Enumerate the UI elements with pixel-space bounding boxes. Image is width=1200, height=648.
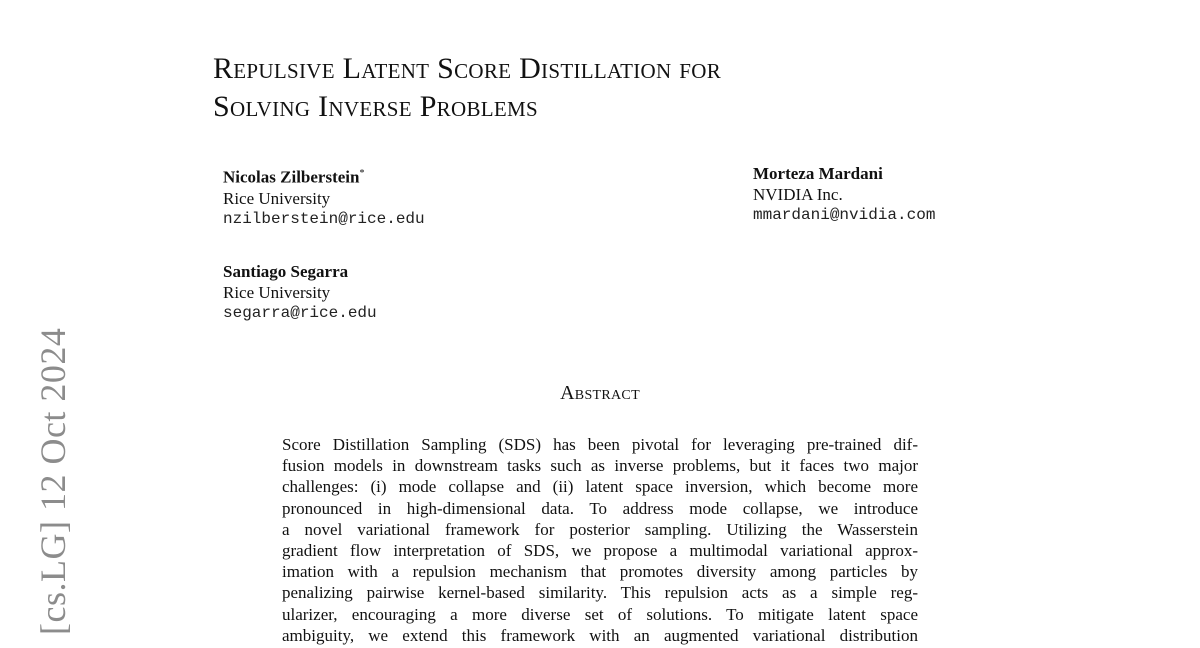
abstract-line: penalizing pairwise kernel-based similarity. This repulsion acts as a simple reg- xyxy=(282,583,918,603)
abstract-line: challenges: (i) mode collapse and (ii) latent space inversion, which become more xyxy=(282,477,918,497)
abstract-line: imation with a repulsion mechanism that promotes diversity among particles by xyxy=(282,562,918,582)
author-block xyxy=(753,163,935,226)
abstract-body xyxy=(282,434,918,646)
author-name: Morteza Mardani xyxy=(753,164,883,183)
author-affiliation: Rice University xyxy=(223,188,331,208)
abstract-heading: Abstract xyxy=(560,382,640,404)
abstract-line: ambiguity, we extend this framework with an augmented variational distribution xyxy=(282,625,918,645)
arxiv-stamp: [cs.LG] 12 Oct 2024 xyxy=(33,327,73,635)
author-email[interactable]: nzilberstein@rice.edu xyxy=(223,209,425,228)
abstract-line: gradient flow interpretation of SDS, we propose a multimodal variational approx- xyxy=(282,541,918,561)
title-line-2: Solving Inverse Problems xyxy=(213,90,538,123)
abstract-line: Score Distillation Sampling (SDS) has been pivotal for leveraging pre-trained dif- xyxy=(282,435,918,454)
abstract-line: pronounced in high-dimensional data. To address mode collapse, we introduce xyxy=(282,498,918,518)
footnote-mark: * xyxy=(359,168,365,179)
author-email[interactable]: segarra@rice.edu xyxy=(223,304,377,322)
author-affiliation: Rice University xyxy=(223,283,331,302)
author-email[interactable]: mmardani@nvidia.com xyxy=(753,206,936,224)
abstract-line: fusion models in downstream tasks such as inverse problems, but it faces two major xyxy=(282,456,918,476)
paper-title xyxy=(213,50,1013,126)
author-name: Santiago Segarra xyxy=(223,262,349,281)
arxiv-sidebar xyxy=(0,300,80,648)
author-block xyxy=(223,163,425,230)
author-affiliation: NVIDIA Inc. xyxy=(753,185,843,204)
author-name: Nicolas Zilberstein* xyxy=(223,167,365,187)
author-block xyxy=(223,261,377,324)
abstract-line: a novel variational framework for posterior sampling. Utilizing the Wasserstein xyxy=(282,519,918,539)
title-line-1: Repulsive Latent Score Distillation for xyxy=(213,52,722,85)
abstract-line: ularizer, encouraging a more diverse set of solutions. To mitigate latent space xyxy=(282,604,918,624)
